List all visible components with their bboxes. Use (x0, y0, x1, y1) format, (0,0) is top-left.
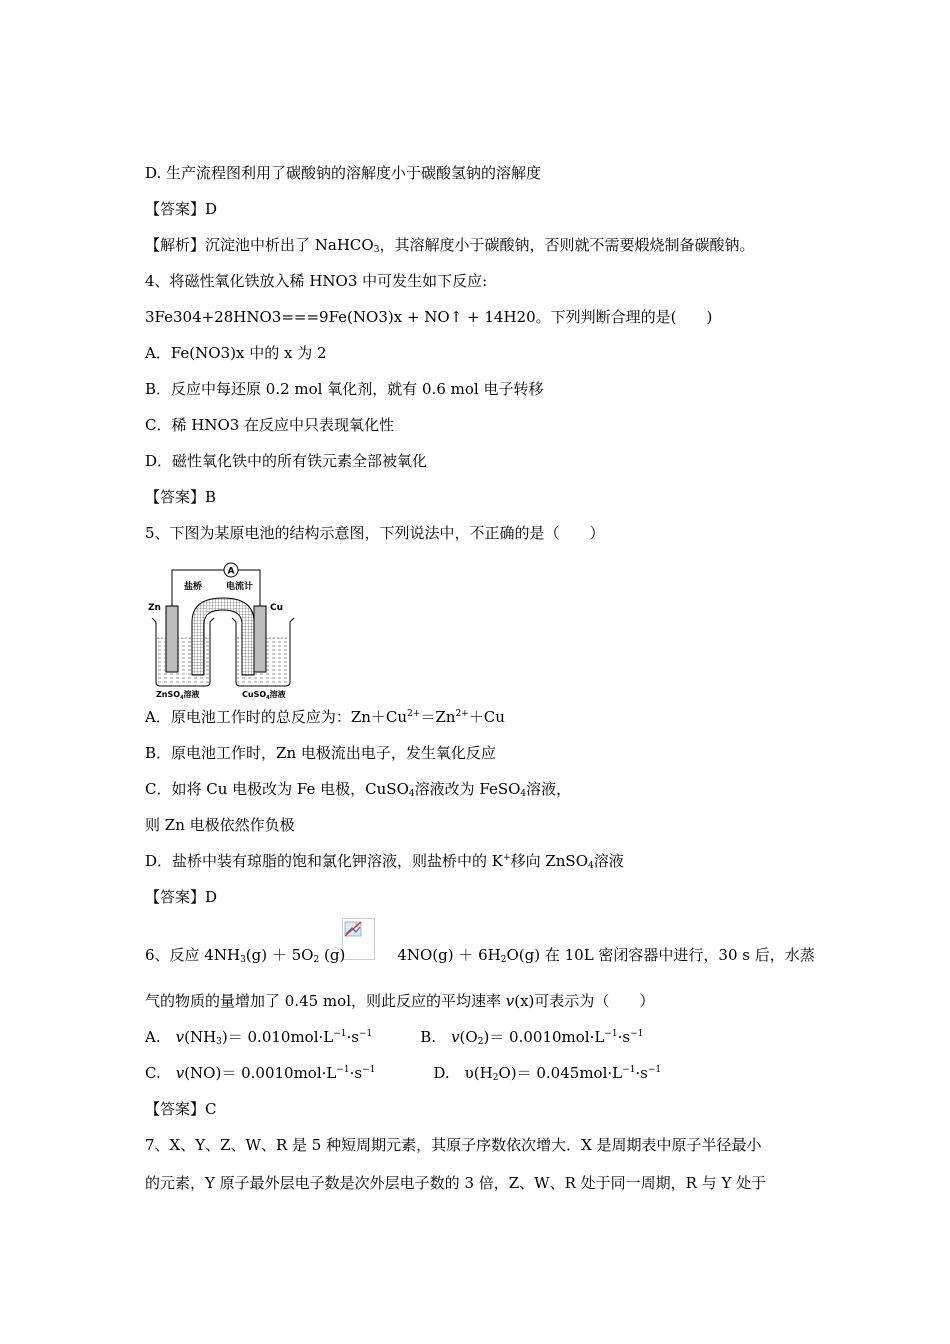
question-4: 4、将磁性氧化铁放入稀 HNO3 中可发生如下反应: (145, 272, 488, 290)
answer-q6: 【答案】C (145, 1100, 217, 1118)
answer-q5: 【答案】D (145, 888, 218, 906)
option-a-q4: A．Fe(NO3)x 中的 x 为 2 (145, 344, 327, 362)
option-d-q4: D．磁性氧化铁中的所有铁元素全部被氧化 (145, 452, 428, 470)
question-5: 5、下图为某原电池的结构示意图，下列说法中，不正确的是（ ） (145, 524, 605, 542)
ammeter-label: A (227, 566, 235, 577)
explanation-q3: 【解析】沉淀池中析出了 NaHCO$_3$，其溶解度小于碳酸钠，否则就不需要煅烧制备碳酸钠。 (145, 236, 755, 255)
option-a-q5: A．原电池工作时的总反应为：$Zn+Cu^{2+}=Zn^{2+}+Cu$ (145, 708, 505, 726)
option-d-q5: D．盐桥中装有琼脂的饱和氯化钾溶液，则盐桥中的 K+移向 ZnSO$_4$溶液 (145, 852, 624, 871)
question-6-line1: 6、反应 $4NH_3(g) + 5O_2$ (g) $4NO(g) + 6H_2O(g)$ 在 10L 密闭容器中进行，30 s 后，水蒸 (145, 946, 815, 965)
option-d-q3: D. 生产流程图利用了碳酸钠的溶解度小于碳酸氢钠的溶解度 (145, 164, 542, 182)
salt-bridge-label: 盐桥 (184, 582, 203, 592)
galvanic-cell-diagram (146, 560, 311, 700)
option-ab-q6: A. $v(NH_3)= 0.010mol\cdot L^{-1}\cdot s^{-1}$ B. $v(O_2)= 0.0010mol\cdot L^{-1}\cdot s^{-1}$ (145, 1028, 644, 1047)
znso4-label: ZnSO$_4$溶液 (156, 690, 200, 700)
cu-electrode (254, 606, 266, 672)
option-b-q5: B．原电池工作时，Zn 电极流出电子，发生氧化反应 (145, 744, 496, 762)
question-7-line2: 的元素，Y 原子最外层电子数是次外层电子数的 3 倍，Z、W、R 处于同一周期，R 与 Y 处于 (145, 1174, 767, 1192)
option-cd-q6: C. $v(NO)= 0.0010mol\cdot L^{-1}\cdot s^{-1}$ D. $\upsilon(H_2O)= 0.045mol\cdot L^{-1}\cdot s^{-1}$ (145, 1064, 662, 1083)
salt-bridge (192, 598, 254, 675)
answer-q4: 【答案】B (145, 488, 217, 506)
answer-q3: 【答案】D (145, 200, 218, 218)
question-4-equation: 3Fe304+28HNO3===9Fe(NO3)x + NO↑ + 14H20。下列判断合理的是( ) (145, 308, 713, 326)
option-c-q4: C．稀 HNO3 在反应中只表现氧化性 (145, 416, 395, 434)
option-b-q4: B．反应中每还原 0.2 mol 氧化剂，就有 0.6 mol 电子转移 (145, 380, 544, 398)
meter-label: 电流计 (226, 582, 254, 592)
zn-label: Zn (148, 603, 161, 613)
cu-label: Cu (270, 603, 284, 613)
cuso4-label: CuSO$_4$溶液 (242, 690, 286, 700)
option-c-q5: C．如将 Cu 电极改为 Fe 电极，CuSO$_4$溶液改为 FeSO$_4$溶液， (145, 780, 572, 799)
question-6-line2: 气的物质的量增加了 0.45 mol，则此反应的平均速率 v(x)可表示为（ ） (145, 992, 655, 1010)
option-c-q5-cont: 则 Zn 电极依然作负极 (145, 816, 295, 834)
question-7-line1: 7、X、Y、Z、W、R 是 5 种短周期元素，其原子序数依次增大．X 是周期表中原子半径最小 (145, 1136, 762, 1154)
zn-electrode (166, 606, 178, 672)
